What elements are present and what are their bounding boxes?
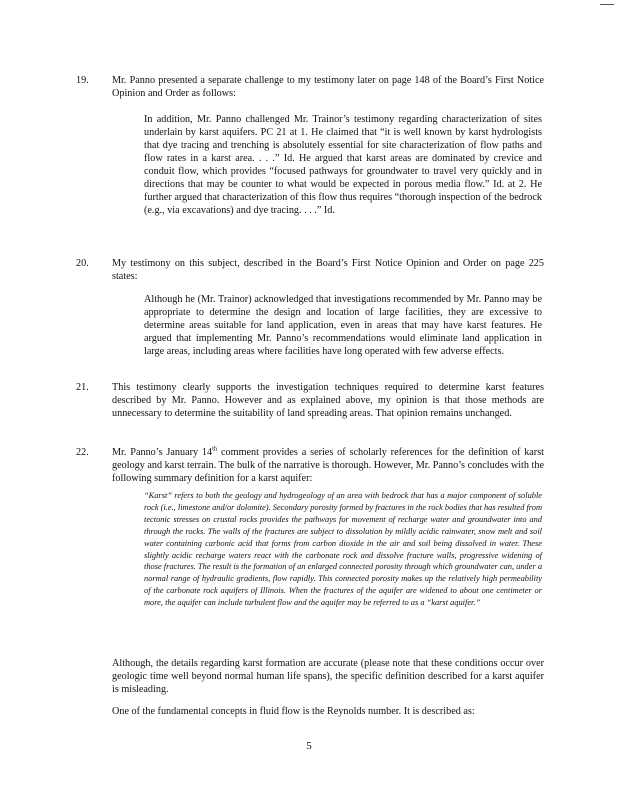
block-quote: In addition, Mr. Panno challenged Mr. Trainor’s testimony regarding characterization of sites underlain by karst aquifers. PC 21 at 1. He claimed that “it is well known by karst hydrologists that dye tracing and trenching is absolutely essential for site characterization of flow paths and flow rates in a karst area. . . .” Id. He argued that karst areas are dominated by crevice and conduit flow, which provides “focused pathways for groundwater to travel very quickly and in directions that may be counter to what would be expected in porous media flow.” Id. at 2. He further argued that characterization of this flow thus requires “thorough inspection of the bedrock (e.g., via excavations) and dye tracing. . . .” Id. xyxy=(144,114,542,216)
page-number: 5 xyxy=(306,740,312,752)
closing-paragraph: Although, the details regarding karst formation are accurate (please note that these conditions occur over geologic time well beyond normal human life spans), the specific definition described for a karst aquifer is misleading. xyxy=(112,658,544,695)
paragraph-text: Mr. Panno presented a separate challenge to my testimony later on page 148 of the Board’s First Notice Opinion and Order as follows: xyxy=(112,75,544,99)
paragraph-text-part: Mr. Panno’s January 14 xyxy=(112,447,213,458)
ordinal-superscript: th xyxy=(212,445,218,453)
paragraph-number: 22. xyxy=(76,447,89,458)
block-quote: Although he (Mr. Trainor) acknowledged that investigations recommended by Mr. Panno may be appropriate to determine the design and location of large facilities, they are excessive to determine areas suitable for land application, even in areas that may have karst features. He argued that implementing Mr. Panno’s recommendations would eliminate land application in large areas, including areas where facilities have long operated with few adverse effects. xyxy=(144,294,542,357)
italic-block-quote: “Karst” refers to both the geology and hydrogeology of an area with bedrock that has a major component of soluble rock (i.e., limestone and/or dolomite). Secondary porosity formed by fractures in the rock bodies that has resulted from tectonic stresses on crustal rocks provides the pathways for movement of recharge water and groundwater into and through the rocks. The walls of the fractures are subject to dissolution by mildly acidic rainwater, snow melt and soil water containing carbonic acid that forms from carbon dioxide in the air and soil being dissolved in water. These slightly acidic recharge waters react with the carbonate rock and dissolve fracture walls, progressive widening of those fractures. The result is the formation of an enlarged connected porosity through which groundwater can, under a normal range of hydraulic gradients, flow rapidly. This connected porosity makes up the relatively high permeability of the carbonate rock aquifers of Illinois. When the fractures of the aquifer are widened to about one centimeter or more, the aquifer can include turbulent flow and the aquifer may be referred to as a “karst aquifer.” xyxy=(144,491,543,608)
closing-paragraph: One of the fundamental concepts in fluid flow is the Reynolds number. It is described as: xyxy=(112,706,475,717)
paragraph-number: 19. xyxy=(76,75,89,86)
paragraph-number: 20. xyxy=(76,258,89,269)
paragraph-text: This testimony clearly supports the investigation techniques required to determine karst features described by Mr. Panno. However and as explained above, my opinion is that those methods are unnecessary to determine the suitability of land spreading areas. That opinion remains unchanged. xyxy=(112,382,544,419)
paragraph-number: 21. xyxy=(76,382,89,393)
scan-edge-mark xyxy=(600,4,614,5)
paragraph-text: My testimony on this subject, described in the Board’s First Notice Opinion and Order on page 225 states: xyxy=(112,258,544,282)
paragraph-text-part: comment provides a series of scholarly references for the definition of karst geology and karst terrain. The bulk of the narrative is thorough. However, Mr. Panno’s concludes with the following summary definition for a karst aquifer: xyxy=(112,447,544,484)
paragraph-text xyxy=(112,446,544,485)
